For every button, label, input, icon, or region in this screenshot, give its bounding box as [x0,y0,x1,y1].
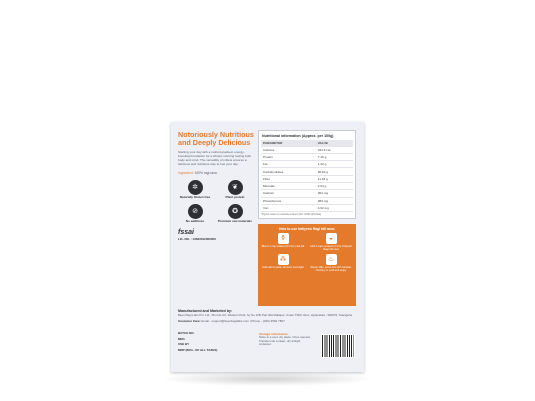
param: Calories [261,147,316,154]
storage-info [259,332,311,347]
ingredient-label: Ingredient: [178,170,194,175]
table-row [261,147,353,154]
table-row [261,161,353,168]
param: Iron [261,204,316,211]
param: Minerals [261,183,316,190]
nutrition-footnote: *Figures based on calculated values (Ref: ICMR-NIN Data) [261,214,321,217]
value: 66.82 g [316,168,353,175]
badge-premium [218,204,252,224]
manufacturer-address: Been Ragi Labs Pvt. Ltd., Plot No-UC, Western Park, Sy No 125/ Part IDA Mallapur, Under TSIIC IALA, Hyderabad - 500076, Telangana [178,312,353,317]
param: Calcium [261,190,316,197]
value: 1.32 g [316,161,353,168]
no-additives-icon: ⊘ [188,204,203,219]
wheat-icon: ✲ [188,180,203,195]
manufacturer-heading: Manufactured and Marketed by: [178,309,233,313]
step-1 [261,233,305,252]
plant-icon: ❦ [228,180,243,195]
badge-label: Naturally Gluten free [179,195,211,200]
premium-icon: ✪ [228,204,243,219]
value: 7.16 g [316,153,353,160]
salt-icon: ⁂ [279,255,287,263]
table-row [261,168,353,175]
mfd-label: MFD. [178,336,186,341]
manufacturer-info [178,309,358,323]
value: 344.6 cal [316,147,353,154]
left-column [178,131,256,241]
product-pack-back [171,122,364,372]
pack-shadow [160,372,375,386]
usage-steps [258,224,356,306]
badge-plant-protein [218,180,252,200]
value: 283 mg [316,197,353,204]
table-row [261,204,353,211]
license-number: LIC. NO. : 13623012000050 [178,236,216,241]
blurb: Starting your day with a nutrient-packed, energy-boosting foundation for a vibrant morning fueling both body and mind. The versatility of millets ensures a delicious and nutritious way to fuel your day. [178,150,252,166]
nutrition-panel [258,130,356,219]
value: 2.04 g [316,183,353,190]
bowl-icon: ◒ [326,233,337,244]
param: Protein [261,153,316,160]
step-2 [309,233,353,252]
column-header: VALUE [316,140,353,147]
ingredient-value: 100% ragi rava [194,170,217,175]
customer-care [178,319,358,323]
step-text: Add salt to taste, ferment overnight [262,265,304,269]
step-text: Add 3 cups soaked (2 hrs) Indiyesh Ragi idli rava [309,245,353,252]
param: Carbohydrates [261,168,316,175]
value: 11.18 g [316,175,353,182]
care-value: Email - support@beenbagilabs.com | Phone - (040) 3592 7807 [201,318,285,323]
table-row [261,153,353,160]
mrp-label: MRP (INCL. OF ALL TAXES) [178,347,218,352]
step-text: Blend 1 cup soaked (8 hrs) urad dal [261,245,305,249]
nutrition-title: Nutritional information (Approx. per 100g) [262,134,334,138]
fssai-logo: fssai [178,228,194,236]
column-header: PARAMETER [261,140,316,147]
care-label: Customer Care: [178,318,201,323]
param: Phosphorous [261,197,316,204]
table-row [261,175,353,182]
step-4 [309,254,353,273]
badge-gluten-free [178,180,212,200]
nutrition-table [261,140,353,212]
batch-label: BATCH NO. [178,331,195,335]
badge-label: No additives [185,219,205,224]
ingredient [178,171,256,175]
right-column [258,130,356,306]
param: Fiber [261,175,316,182]
table-row [261,197,353,204]
value: 4.62 mg [316,204,353,211]
param: Fat [261,161,316,168]
steps-grid [261,233,353,272]
steamer-icon: ♨ [326,254,337,265]
batch-info [178,331,217,353]
step-3 [261,254,305,273]
use-by-label: USE BY [178,342,190,346]
blender-icon: ⚱ [278,233,289,244]
badge-label: Premium raw materials [218,219,252,224]
steps-title: How to use Indiyesh Ragi Idli rava: [279,227,335,232]
badge-label: Plant protein [225,195,245,200]
barcode [321,334,355,358]
table-row [261,183,353,190]
badges [178,180,256,224]
table-row [261,190,353,197]
value: 364 mg [316,190,353,197]
step-text: Steam idlis, serve hot with sambar, chutney or podi and enjoy [310,265,352,273]
storage-body: Store in a cool, dry place. Once opened, Transfer into a clean, dry airtight container. [259,335,311,347]
headline: Notoriously Nutritious and Deeply Delicious [178,130,254,147]
storage-title: Storage information: [259,332,289,336]
badge-no-additives [178,204,212,224]
